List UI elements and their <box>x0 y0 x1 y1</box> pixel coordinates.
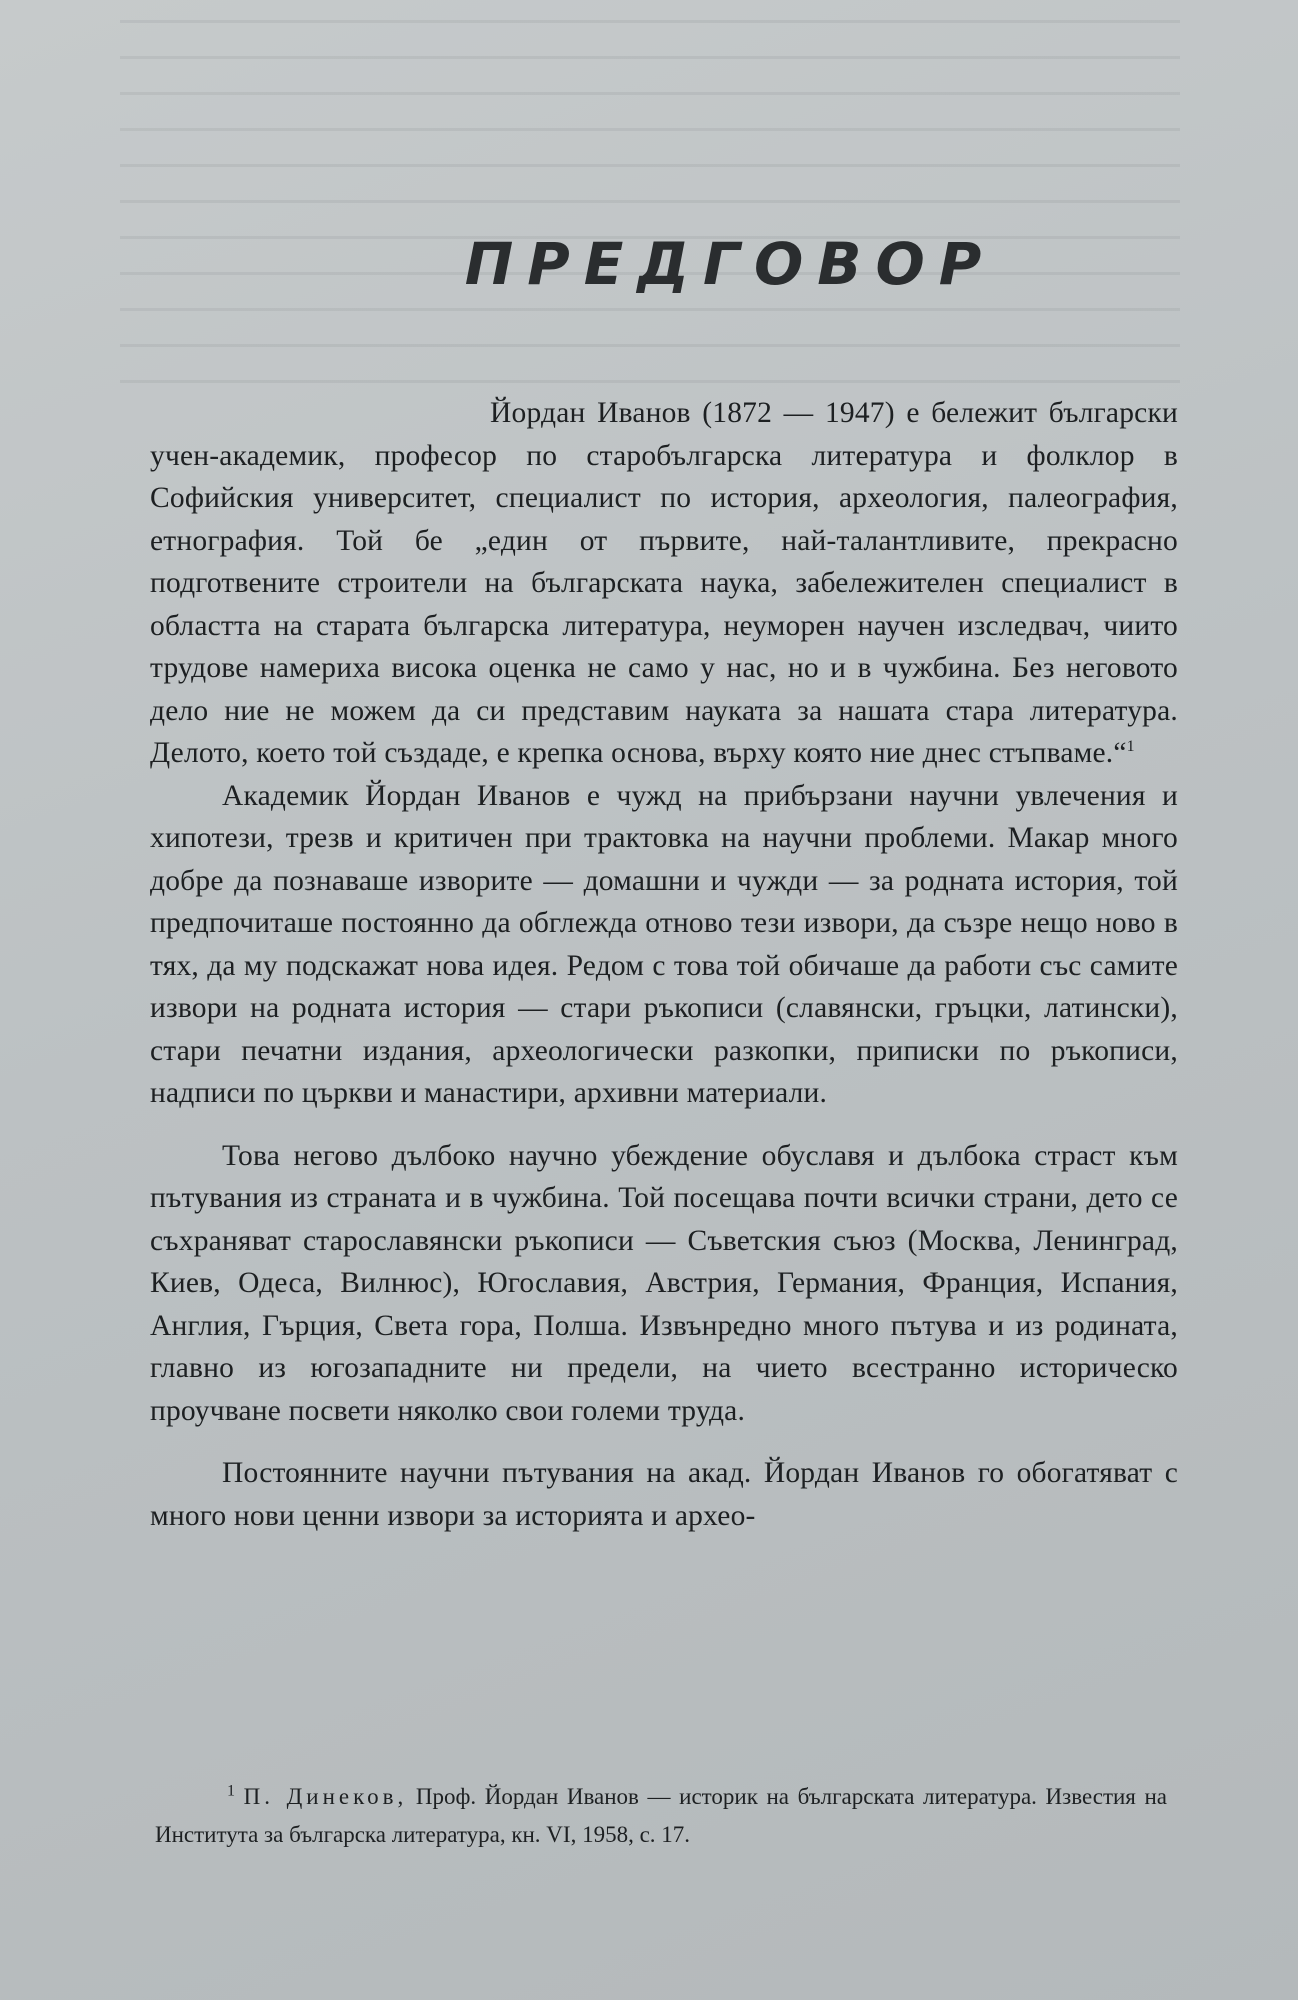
paragraph-2: Академик Йордан Иванов е чужд на прибързани научни увлечения и хипотези, трезв и критичен при трактовка на научни проблеми. Макар много добре да познаваше изворите — домашни и чужди — за родната история, той предпочиташе постоянно да обглежда отново тези извори, да съзре нещо ново в тях, да му подскажат нова идея. Редом с това той обичаше да работи със самите извори на родната история — стари ръкописи (славянски, гръцки, латински), стари печатни издания, археологически разкопки, приписки по ръкописи, надписи по църкви и манастири, архивни материали. <box>150 779 1178 1109</box>
footnote-line <box>155 1778 1167 1854</box>
footnote <box>155 1778 1167 1854</box>
footnote-reference: 1 <box>1126 738 1135 756</box>
body-text <box>150 392 1178 1537</box>
paragraph-3: Това негово дълбоко научно убеждение обуславя и дълбока страст към пътувания из страната и в чужбина. Той посещава почти всички страни, дето се съхраняват старославянски ръкописи — Съветския съюз (Москва, Ленинград, Киев, Одеса, Вилнюс), Югославия, Австрия, Германия, Франция, Испания, Англия, Гърция, Света гора, Полша. Извънредно много пътува и из родината, главно из югозападните ни предели, на чието всестранно историческо проучване посвети няколко свои големи труда. <box>150 1139 1178 1427</box>
paragraph-4: Постоянните научни пътувания на акад. Йордан Иванов го обогатяват с много нови ценни извори за историята и архео- <box>150 1457 1178 1532</box>
footnote-text: Проф. Йордан Иванов — историк на българската литература. Известия на Института за българска литература, кн. VI, 1958, с. 17. <box>155 1784 1168 1847</box>
page-title: ПРЕДГОВОР <box>464 230 996 298</box>
paragraph-1-text: Йордан Иванов (1872 — 1947) е бележит български учен-академик, професор по старобългарска литература и фолклор в Софийския университет, специалист по история, археология, палеография, етнография. Той бе „един от първите, най-талантливите, прекрасно подготвените строители на българската наука, забележителен специалист в областта на старата българска литература, неуморен научен изследвач, чиито трудове намериха висока оценка не само у нас, но и в чужбина. Без неговото дело ние не можем да си представим науката за нашата стара литература. Делото, което той създаде, е крепка основа, върху която ние днес стъпваме.“ <box>150 397 1178 769</box>
paragraph-1 <box>150 392 1178 775</box>
footnote-mark: 1 <box>227 1782 235 1800</box>
footnote-author: П. Динеков, <box>243 1784 408 1809</box>
bleed-through-texture <box>120 20 1180 410</box>
